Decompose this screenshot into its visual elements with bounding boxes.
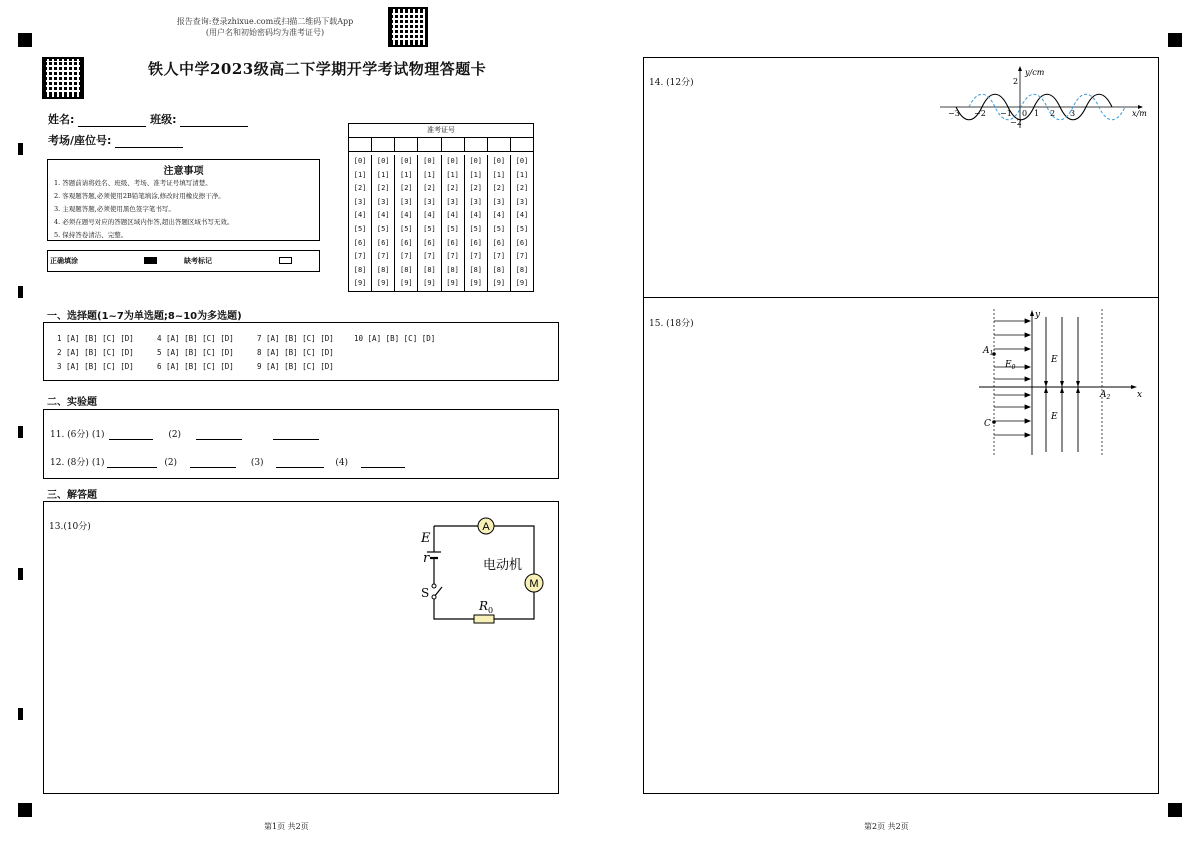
exam-id-bubble[interactable]: [5]	[376, 224, 390, 233]
mcq-question[interactable]: 1 [A] [B] [C] [D]	[57, 334, 134, 343]
exam-id-bubble[interactable]: [0]	[492, 157, 506, 165]
exam-id-bubble[interactable]: [0]	[353, 157, 367, 165]
section-1-title: 一、选择题(1~7为单选题;8~10为多选题)	[47, 311, 242, 322]
x-tick-1: 1	[1034, 109, 1040, 118]
report-notice-line1: 报告查询:登录zhixue.com或扫描二维码下载App	[176, 17, 354, 26]
notes-title: 注意事项	[163, 166, 204, 177]
exam-id-bubble[interactable]: [1]	[399, 170, 413, 179]
q11-answer2[interactable]	[196, 439, 242, 440]
note-item: 4. 必须在题号对应的答题区域内作答,超出答题区域书写无效。	[54, 218, 234, 226]
q12-answer1[interactable]	[107, 467, 157, 468]
exam-id-bubble[interactable]: [4]	[399, 211, 413, 220]
q12-part4: (4)	[335, 458, 349, 468]
exam-id-bubble[interactable]: [6]	[423, 238, 436, 247]
exam-id-bubble[interactable]: [8]	[446, 265, 459, 274]
exam-id-bubble[interactable]: [1]	[515, 170, 529, 179]
answer-area-page2	[643, 57, 1159, 794]
exam-id-bubble[interactable]: [6]	[446, 238, 459, 247]
exam-id-bubble[interactable]: [1]	[446, 170, 459, 179]
exam-id-bubble[interactable]: [1]	[376, 170, 390, 179]
exam-id-bubble[interactable]: [9]	[353, 279, 367, 288]
exam-id-bubble[interactable]: [5]	[492, 224, 506, 233]
notes-box	[47, 159, 320, 241]
x-tick-2: 2	[1050, 109, 1056, 118]
q15-answer-area[interactable]	[644, 299, 1158, 793]
exam-id-bubble[interactable]: [5]	[469, 224, 483, 233]
exam-id-bubble[interactable]: [7]	[469, 252, 483, 261]
mcq-question[interactable]: 5 [A] [B] [C] [D]	[157, 348, 234, 357]
page-2	[600, 0, 1200, 851]
student-info	[48, 111, 248, 127]
note-item: 1. 答题前请将姓名、班级、考场、准考证号填写清楚。	[54, 179, 212, 187]
exam-id-bubble[interactable]: [9]	[446, 279, 459, 288]
e-label-bottom: E	[1051, 412, 1058, 422]
a1-label: $A_1$	[983, 346, 994, 357]
exam-id-bubble[interactable]: [6]	[469, 238, 483, 247]
exam-id-bubble[interactable]: [3]	[446, 197, 459, 206]
filled-example	[144, 257, 157, 264]
student-qr-code-icon	[42, 57, 84, 99]
exam-id-bubble[interactable]: [8]	[353, 265, 367, 274]
seat-info	[48, 132, 183, 148]
q12-label: 12. (8分)	[50, 458, 89, 468]
exam-id-bubble[interactable]: [0]	[376, 157, 390, 165]
exam-id-bubble[interactable]: [8]	[492, 265, 506, 274]
exam-id-bubble[interactable]: [6]	[399, 238, 413, 247]
exam-id-bubble[interactable]: [9]	[399, 279, 413, 288]
mcq-box	[43, 322, 559, 381]
name-field[interactable]	[78, 126, 146, 127]
exam-id-bubble[interactable]: [6]	[515, 238, 529, 247]
timing-mark	[18, 568, 23, 580]
note-item: 5. 保持答卷清洁、完整。	[54, 231, 128, 239]
exam-id-bubble[interactable]: [5]	[515, 224, 529, 233]
exam-id-bubble[interactable]: [5]	[399, 224, 413, 233]
exam-id-bubble[interactable]: [4]	[515, 211, 529, 220]
q12-part3: (3)	[250, 458, 264, 468]
exam-id-bubble[interactable]: [0]	[446, 157, 459, 165]
exam-id-bubble[interactable]: [5]	[446, 224, 459, 233]
y-tick-2: 2	[1013, 77, 1019, 86]
exam-id-bubble[interactable]: [7]	[446, 252, 459, 261]
exam-id-bubble[interactable]: [9]	[423, 279, 436, 288]
motor-text: 电动机	[483, 558, 523, 573]
exam-id-bubble[interactable]: [2]	[515, 184, 529, 193]
q11-row	[50, 427, 319, 440]
exam-id-bubble[interactable]: [9]	[469, 279, 483, 288]
exam-id-bubble[interactable]: [0]	[515, 157, 529, 165]
motor-label: M	[529, 578, 539, 590]
q12-part1: (1)	[91, 458, 105, 468]
e0-label: $E_0$	[1005, 360, 1016, 371]
field-arrowhead	[1025, 333, 1030, 337]
resistance-r-label: r	[423, 551, 430, 566]
fill-example-box	[47, 250, 320, 272]
q12-answer2[interactable]	[190, 467, 236, 468]
corner-mark-tl	[18, 33, 32, 47]
exam-id-bubble[interactable]: [1]	[469, 170, 483, 179]
exam-id-bubble[interactable]: [7]	[423, 252, 436, 261]
mcq-question[interactable]: 3 [A] [B] [C] [D]	[57, 362, 134, 371]
x-tick-neg2: −2	[974, 109, 986, 118]
page-title: 铁人中学2023级高二下学期开学考试物理答题卡	[148, 60, 487, 78]
correct-fill-label: 正确填涂	[50, 257, 78, 265]
mcq-question[interactable]: 10 [A] [B] [C] [D]	[354, 334, 436, 343]
exam-id-column[interactable]	[487, 155, 510, 291]
exam-id-column[interactable]	[349, 155, 371, 291]
exam-id-bubble[interactable]: [9]	[515, 279, 529, 288]
exam-id-column[interactable]	[417, 155, 440, 291]
corner-mark-br	[1168, 803, 1182, 817]
absent-mark-checkbox[interactable]	[279, 257, 292, 264]
exam-id-bubble[interactable]: [2]	[376, 184, 390, 193]
q12-answer4[interactable]	[361, 467, 405, 468]
name-label: 姓名:	[48, 113, 75, 126]
q11-answer3[interactable]	[273, 439, 319, 440]
q15-label: 15. (18分)	[649, 319, 694, 329]
exam-id-bubble[interactable]: [8]	[423, 265, 436, 274]
exam-id-bubble[interactable]: [4]	[469, 211, 483, 220]
field-arrowhead	[1025, 433, 1030, 437]
page-2-footer: 第2页 共2页	[864, 822, 909, 831]
emf-label: E	[421, 531, 431, 546]
exam-id-bubble[interactable]: [4]	[423, 211, 436, 220]
circuit-diagram	[416, 512, 556, 627]
mcq-question[interactable]: 2 [A] [B] [C] [D]	[57, 348, 134, 357]
exam-id-bubble[interactable]: [1]	[353, 170, 367, 179]
ammeter-label: A	[482, 521, 490, 533]
y-tick-neg2: −2	[1010, 118, 1022, 127]
exam-id-bubble[interactable]: [7]	[376, 252, 390, 261]
exam-id-column[interactable]	[371, 155, 394, 291]
absent-mark-label: 缺考标记	[184, 257, 212, 265]
switch-label: S	[421, 586, 430, 600]
seat-label: 考场/座位号:	[48, 134, 112, 147]
mcq-question[interactable]: 6 [A] [B] [C] [D]	[157, 362, 234, 371]
exam-id-bubble[interactable]: [2]	[423, 184, 436, 193]
timing-mark	[18, 143, 23, 155]
q13-answer-area[interactable]	[43, 501, 559, 794]
field-arrowhead	[1025, 319, 1030, 323]
q13-label: 13.(10分)	[49, 522, 91, 532]
exam-id-bubbles[interactable]	[349, 152, 533, 291]
q11-part1: (1)	[91, 430, 105, 440]
exam-id-bubble[interactable]: [9]	[492, 279, 506, 288]
exam-id-bubble[interactable]: [3]	[515, 197, 529, 206]
field-arrowhead	[1025, 393, 1030, 397]
x-tick-neg1: −1	[1000, 109, 1012, 118]
exam-id-grid	[348, 123, 534, 292]
download-qr-code-icon[interactable]	[388, 7, 428, 47]
exam-id-column[interactable]	[394, 155, 417, 291]
page-1-footer: 第1页 共2页	[264, 822, 309, 831]
mcq-question[interactable]: 9 [A] [B] [C] [D]	[257, 362, 334, 371]
q14-label: 14. (12分)	[649, 78, 694, 88]
exam-id-bubble[interactable]: [2]	[492, 184, 506, 193]
section-3-title: 三、解答题	[47, 490, 97, 501]
seat-field[interactable]	[115, 147, 183, 148]
x-tick-neg3: −3	[948, 109, 960, 118]
mcq-question[interactable]: 7 [A] [B] [C] [D]	[257, 334, 334, 343]
report-notice-line2: (用户名和初始密码均为准考证号)	[205, 28, 325, 37]
field-arrowhead	[1025, 405, 1030, 409]
exam-id-bubble[interactable]: [3]	[376, 197, 390, 206]
wave-graph	[936, 64, 1156, 129]
note-item: 2. 客观题答题,必须使用2B铅笔填涂,修改时用橡皮擦干净。	[54, 192, 225, 200]
r0-label: $R_0$	[479, 599, 494, 615]
exam-id-bubble[interactable]: [7]	[515, 252, 529, 261]
exam-id-bubble[interactable]: [3]	[399, 197, 413, 206]
q11-label: 11. (6分)	[50, 430, 89, 440]
field-arrowhead	[1025, 377, 1030, 381]
exam-id-bubble[interactable]: [2]	[446, 184, 459, 193]
field-diagram	[974, 307, 1144, 457]
notes-list	[48, 177, 319, 242]
mcq-question[interactable]: 8 [A] [B] [C] [D]	[257, 348, 334, 357]
exam-id-bubble[interactable]: [9]	[376, 279, 390, 288]
q14-answer-area[interactable]	[644, 58, 1158, 298]
exam-id-bubble[interactable]: [8]	[376, 265, 390, 274]
mcq-question[interactable]: 4 [A] [B] [C] [D]	[157, 334, 234, 343]
report-notice	[170, 16, 360, 38]
exam-id-bubble[interactable]: [7]	[492, 252, 506, 261]
experiment-box	[43, 409, 559, 479]
corner-mark-tr	[1168, 33, 1182, 47]
e-label-top: E	[1051, 355, 1058, 365]
exam-id-bubble[interactable]: [0]	[469, 157, 483, 165]
exam-id-bubble[interactable]: [3]	[492, 197, 506, 206]
exam-id-bubble[interactable]: [4]	[446, 211, 459, 220]
field-arrowhead	[1025, 419, 1030, 423]
exam-id-bubble[interactable]: [3]	[469, 197, 483, 206]
y-axis-label-q15: y	[1035, 310, 1041, 320]
exam-id-bubble[interactable]: [7]	[353, 252, 367, 261]
field-arrowhead	[1025, 347, 1030, 351]
x-tick-0: 0	[1022, 109, 1028, 118]
note-item: 3. 主观题答题,必须使用黑色签字笔书写。	[54, 205, 175, 213]
section-2-title: 二、实验题	[47, 397, 97, 408]
q12-answer3[interactable]	[276, 467, 324, 468]
q11-answer1[interactable]	[109, 439, 153, 440]
field-arrowhead	[1025, 365, 1030, 369]
exam-id-bubble[interactable]: [8]	[399, 265, 413, 274]
timing-mark	[18, 286, 23, 298]
x-tick-3: 3	[1070, 109, 1076, 118]
exam-id-bubble[interactable]: [0]	[423, 157, 436, 165]
exam-id-bubble[interactable]: [4]	[492, 211, 506, 220]
corner-mark-bl	[18, 803, 32, 817]
exam-id-bubble[interactable]: [6]	[353, 238, 367, 247]
exam-id-bubble[interactable]: [3]	[353, 197, 367, 206]
c-label: C	[984, 419, 991, 429]
exam-id-bubble[interactable]: [8]	[515, 265, 529, 274]
exam-id-bubble[interactable]: [3]	[423, 197, 436, 206]
exam-id-bubble[interactable]: [4]	[376, 211, 390, 220]
q12-part2: (2)	[164, 458, 178, 468]
class-label: 班级:	[150, 113, 177, 126]
x-axis-label-q15: x	[1137, 390, 1143, 400]
exam-id-bubble[interactable]: [5]	[353, 224, 367, 233]
exam-id-bubble[interactable]: [4]	[353, 211, 367, 220]
exam-id-label: 准考证号	[349, 124, 533, 138]
exam-id-bubble[interactable]: [1]	[423, 170, 436, 179]
timing-mark	[18, 426, 23, 438]
exam-id-entry-row	[349, 138, 533, 152]
q11-part2: (2)	[168, 430, 182, 440]
exam-id-bubble[interactable]: [2]	[399, 184, 413, 193]
timing-mark	[18, 708, 23, 720]
x-axis-label: x/m	[1132, 109, 1147, 118]
exam-id-bubble[interactable]: [8]	[469, 265, 483, 274]
exam-id-column[interactable]	[441, 155, 464, 291]
exam-id-column[interactable]	[510, 155, 533, 291]
exam-id-bubble[interactable]: [1]	[492, 170, 506, 179]
exam-id-bubble[interactable]: [5]	[423, 224, 436, 233]
resistor-icon	[474, 615, 494, 623]
exam-id-bubble[interactable]: [7]	[399, 252, 413, 261]
exam-id-bubble[interactable]: [2]	[353, 184, 367, 193]
y-axis-label: y/cm	[1025, 68, 1045, 77]
q12-row	[50, 455, 405, 468]
exam-id-column[interactable]	[464, 155, 487, 291]
exam-id-bubble[interactable]: [0]	[399, 157, 413, 165]
exam-id-bubble[interactable]: [2]	[469, 184, 483, 193]
class-field[interactable]	[180, 126, 248, 127]
a2-label: $A_2$	[1100, 390, 1111, 401]
exam-id-bubble[interactable]: [6]	[376, 238, 390, 247]
exam-id-bubble[interactable]: [6]	[492, 238, 506, 247]
